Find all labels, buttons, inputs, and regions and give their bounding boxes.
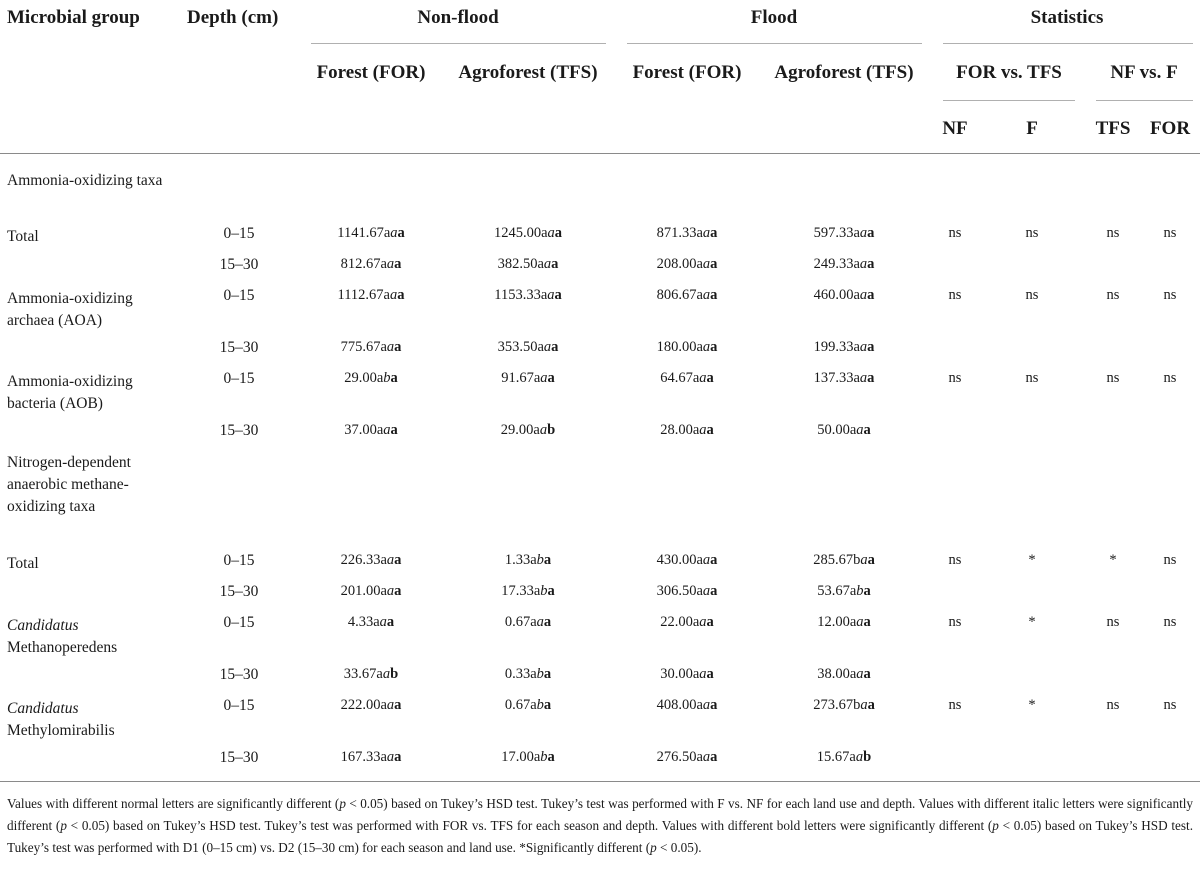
value-bold-letter: a — [547, 583, 555, 599]
value-cell — [348, 615, 394, 630]
header-non-flood: Non-flood — [417, 7, 499, 28]
value-number: 306.50a — [656, 583, 703, 599]
value-cell — [498, 340, 559, 355]
value-number: 91.67a — [501, 370, 541, 386]
value-number: 353.50a — [497, 339, 544, 355]
value-cell — [341, 340, 402, 355]
header-nonflood-agroforest: Agroforest (TFS) — [458, 62, 598, 83]
value-italic-letter: a — [386, 256, 395, 272]
section-nitrogen-dependent: Nitrogen-dependent anaerobic methane-oxidizing taxa — [7, 454, 131, 515]
stat-cell: ns — [1025, 287, 1039, 303]
value-cell — [814, 371, 875, 386]
value-cell — [341, 698, 402, 713]
value-italic-letter: a — [856, 666, 864, 682]
rule-statistics — [943, 43, 1193, 44]
stat-cell: ns — [1163, 697, 1177, 713]
value-italic-letter: a — [699, 614, 707, 630]
value-cell — [817, 423, 871, 438]
value-number: 775.67a — [340, 339, 387, 355]
value-bold-letter: a — [710, 552, 718, 568]
stat-cell: ns — [948, 287, 962, 303]
value-bold-letter: a — [394, 749, 402, 765]
value-italic-letter: a — [860, 697, 868, 713]
value-number: 812.67a — [340, 256, 387, 272]
value-bold-letter: a — [867, 370, 875, 386]
row-label — [7, 698, 167, 742]
value-italic-letter: a — [702, 287, 711, 303]
value-italic-letter: a — [543, 339, 552, 355]
value-bold-letter: a — [706, 422, 714, 438]
value-number: 226.33a — [340, 552, 387, 568]
row-label-italic: Candidatus — [7, 617, 79, 634]
stat-cell: ns — [948, 225, 962, 241]
value-bold-letter: a — [543, 614, 552, 630]
value-italic-letter: a — [536, 614, 544, 630]
value-bold-letter: a — [863, 614, 871, 630]
depth-cell: 0–15 — [223, 614, 255, 631]
value-number: 22.00a — [660, 614, 700, 630]
header-microbial-group: Microbial group — [7, 7, 140, 28]
value-italic-letter: b — [536, 552, 544, 568]
stat-cell: ns — [1025, 225, 1039, 241]
value-bold-letter: a — [551, 256, 559, 272]
stat-cell: ns — [1163, 287, 1177, 303]
value-italic-letter: a — [547, 225, 555, 241]
header-statistics: Statistics — [1030, 7, 1104, 28]
value-bold-letter: a — [394, 256, 402, 272]
value-cell — [337, 226, 405, 241]
value-bold-letter: a — [867, 697, 875, 713]
value-italic-letter: a — [855, 749, 864, 765]
value-bold-letter: a — [543, 552, 552, 568]
stat-cell: * — [1028, 552, 1036, 568]
value-bold-letter: a — [710, 697, 718, 713]
stat-cell: ns — [1163, 370, 1177, 386]
value-number: 28.00a — [660, 422, 700, 438]
footnote-text-5: < 0.05). — [656, 840, 702, 855]
value-italic-letter: a — [860, 552, 868, 568]
header-for-vs-tfs: FOR vs. TFS — [956, 62, 1062, 83]
value-bold-letter: a — [867, 287, 875, 303]
value-italic-letter: a — [379, 614, 387, 630]
value-cell — [657, 340, 718, 355]
value-number: 273.67b — [813, 697, 861, 713]
value-italic-letter: a — [856, 422, 864, 438]
footnote-text-2: < 0.05) based on Tukey’s HSD test. Tukey’s test was performed with F vs. NF for each land use and depth. Values with different italic letters were significantly different ( — [7, 796, 1193, 833]
value-bold-letter: a — [710, 256, 718, 272]
value-number: 460.00a — [813, 287, 860, 303]
value-bold-letter: a — [554, 287, 562, 303]
value-italic-letter: a — [702, 552, 711, 568]
header-stat-for: FOR — [1149, 118, 1191, 139]
row-label-italic: Candidatus — [7, 700, 79, 717]
value-number: 15.67a — [816, 749, 856, 765]
depth-cell: 0–15 — [223, 287, 255, 304]
value-cell — [814, 288, 875, 303]
value-bold-letter: a — [867, 552, 875, 568]
stat-cell: ns — [948, 370, 962, 386]
value-number: 64.67a — [660, 370, 700, 386]
row-label — [7, 288, 167, 332]
stat-cell: ns — [1106, 614, 1120, 630]
value-cell — [344, 371, 398, 386]
stat-cell: ns — [1106, 370, 1120, 386]
depth-cell: 15–30 — [219, 583, 259, 600]
value-italic-letter: a — [699, 666, 707, 682]
value-number: 37.00a — [344, 422, 384, 438]
value-cell — [657, 553, 718, 568]
value-number: 29.00a — [500, 422, 540, 438]
value-italic-letter: a — [859, 339, 868, 355]
value-number: 0.33a — [504, 666, 537, 682]
row-label — [7, 615, 167, 659]
value-italic-letter: a — [540, 370, 548, 386]
value-italic-letter: a — [859, 287, 868, 303]
value-cell — [344, 423, 398, 438]
value-number: 12.00a — [817, 614, 857, 630]
value-italic-letter: a — [390, 225, 398, 241]
value-italic-letter: a — [539, 422, 548, 438]
value-cell — [338, 288, 405, 303]
rule-flood — [627, 43, 922, 44]
value-italic-letter: a — [859, 370, 868, 386]
header-stat-tfs: TFS — [1095, 118, 1131, 139]
stat-cell: ns — [1106, 287, 1120, 303]
header-flood-forest: Forest (FOR) — [632, 62, 742, 83]
value-number: 0.67a — [504, 697, 537, 713]
value-number: 285.67b — [813, 552, 861, 568]
value-italic-letter: b — [536, 666, 544, 682]
value-cell — [505, 615, 551, 630]
depth-cell: 15–30 — [219, 749, 259, 766]
value-cell — [657, 226, 718, 241]
value-italic-letter: a — [386, 697, 395, 713]
value-number: 1.33a — [504, 552, 537, 568]
rule-nf-vs-f — [1096, 100, 1193, 101]
value-cell — [341, 584, 402, 599]
stat-cell: * — [1028, 697, 1036, 713]
value-cell — [657, 698, 718, 713]
value-bold-letter: a — [706, 614, 714, 630]
value-bold-letter: a — [863, 583, 871, 599]
stat-cell: ns — [1163, 225, 1177, 241]
header-flood-agroforest: Agroforest (TFS) — [774, 62, 914, 83]
stat-cell: * — [1028, 614, 1036, 630]
value-italic-letter: a — [543, 256, 552, 272]
value-cell — [657, 288, 718, 303]
value-cell — [660, 615, 714, 630]
value-cell — [814, 340, 875, 355]
row-label-text: Ammonia-oxidizing archaea (AOA) — [7, 290, 133, 329]
value-number: 597.33a — [813, 225, 860, 241]
row-label — [7, 371, 167, 415]
row-label-text: Methanoperedens — [7, 639, 118, 656]
stat-cell: ns — [1106, 225, 1120, 241]
value-cell — [501, 750, 555, 765]
value-number: 17.00a — [501, 749, 541, 765]
value-bold-letter: a — [710, 287, 718, 303]
value-italic-letter: b — [383, 370, 391, 386]
rule-non-flood — [311, 43, 606, 44]
value-cell — [505, 698, 551, 713]
value-number: 408.00a — [656, 697, 703, 713]
value-bold-letter: a — [706, 666, 714, 682]
value-italic-letter: a — [383, 422, 391, 438]
value-cell — [817, 584, 871, 599]
value-italic-letter: b — [540, 749, 548, 765]
value-number: 382.50a — [497, 256, 544, 272]
value-cell — [341, 750, 402, 765]
stat-cell: ns — [948, 697, 962, 713]
stat-cell: ns — [1163, 552, 1177, 568]
value-number: 17.33a — [501, 583, 541, 599]
value-cell — [660, 667, 714, 682]
value-bold-letter: a — [386, 614, 395, 630]
value-cell — [657, 584, 718, 599]
value-number: 38.00a — [817, 666, 857, 682]
value-number: 208.00a — [656, 256, 703, 272]
row-label-text: Ammonia-oxidizing bacteria (AOB) — [7, 373, 133, 412]
value-number: 1153.33a — [494, 287, 548, 303]
value-bold-letter: a — [710, 749, 718, 765]
value-bold-letter: a — [547, 749, 555, 765]
value-number: 4.33a — [347, 614, 380, 630]
value-bold-letter: a — [394, 583, 402, 599]
value-italic-letter: a — [386, 552, 395, 568]
value-bold-letter: a — [867, 256, 875, 272]
value-cell — [814, 226, 875, 241]
value-cell — [660, 423, 714, 438]
value-cell — [494, 288, 562, 303]
value-number: 430.00a — [656, 552, 703, 568]
value-number: 222.00a — [340, 697, 387, 713]
stat-cell: ns — [1106, 697, 1120, 713]
value-cell — [344, 667, 398, 682]
value-cell — [501, 423, 555, 438]
value-bold-letter: a — [867, 339, 875, 355]
row-label — [7, 553, 167, 575]
stat-cell: * — [1109, 552, 1117, 568]
depth-cell: 15–30 — [219, 256, 259, 273]
value-italic-letter: a — [702, 256, 711, 272]
value-italic-letter: a — [702, 225, 711, 241]
value-bold-letter: a — [710, 339, 718, 355]
row-label-text: Total — [7, 555, 39, 572]
value-cell — [501, 371, 555, 386]
value-bold-letter: a — [551, 339, 559, 355]
value-cell — [817, 667, 871, 682]
value-number: 201.00a — [340, 583, 387, 599]
value-italic-letter: a — [386, 339, 395, 355]
rule-table-bottom — [0, 781, 1200, 782]
stat-cell: ns — [948, 614, 962, 630]
value-cell — [813, 553, 875, 568]
stat-cell: ns — [948, 552, 962, 568]
value-cell — [505, 553, 551, 568]
value-bold-letter: b — [390, 666, 399, 682]
depth-cell: 0–15 — [223, 552, 255, 569]
value-italic-letter: a — [382, 666, 391, 682]
value-number: 199.33a — [813, 339, 860, 355]
value-bold-letter: a — [863, 422, 871, 438]
value-bold-letter: b — [547, 422, 556, 438]
value-number: 30.00a — [660, 666, 700, 682]
depth-cell: 15–30 — [219, 422, 259, 439]
depth-cell: 15–30 — [219, 666, 259, 683]
value-cell — [341, 257, 402, 272]
value-italic-letter: a — [547, 287, 555, 303]
depth-cell: 0–15 — [223, 370, 255, 387]
depth-cell: 15–30 — [219, 339, 259, 356]
value-number: 29.00a — [344, 370, 384, 386]
value-number: 1112.67a — [337, 287, 390, 303]
header-nf-vs-f: NF vs. F — [1110, 62, 1178, 83]
value-cell — [341, 553, 402, 568]
value-cell — [660, 371, 714, 386]
value-italic-letter: a — [390, 287, 398, 303]
value-bold-letter: a — [390, 370, 398, 386]
value-number: 249.33a — [813, 256, 860, 272]
value-cell — [501, 584, 555, 599]
value-number: 871.33a — [656, 225, 703, 241]
value-italic-letter: b — [540, 583, 548, 599]
value-bold-letter: a — [397, 225, 405, 241]
footnote-text-4: < 0.05) based on Tukey’s HSD test. Tukey’s test was performed with D1 (0–15 cm) vs. D2 (15–30 cm) for each season and land use. *Significantly different ( — [7, 818, 1193, 855]
value-bold-letter: a — [706, 370, 714, 386]
value-cell — [817, 750, 871, 765]
rule-for-vs-tfs — [943, 100, 1075, 101]
depth-cell: 0–15 — [223, 225, 255, 242]
stat-cell: ns — [1163, 614, 1177, 630]
value-number: 1141.67a — [337, 225, 391, 241]
value-bold-letter: a — [390, 422, 398, 438]
footnote-p-4: p — [650, 840, 657, 855]
value-cell — [817, 615, 871, 630]
value-italic-letter: b — [856, 583, 864, 599]
value-bold-letter: a — [397, 287, 405, 303]
value-number: 180.00a — [656, 339, 703, 355]
stat-cell: ns — [1025, 370, 1039, 386]
header-stat-f: F — [1026, 118, 1038, 139]
value-bold-letter: b — [863, 749, 872, 765]
value-italic-letter: a — [699, 422, 707, 438]
value-bold-letter: a — [554, 225, 563, 241]
value-cell — [814, 257, 875, 272]
header-stat-nf: NF — [942, 118, 968, 139]
value-number: 53.67a — [817, 583, 857, 599]
footnote-p-2: p — [60, 818, 67, 833]
rule-header-bottom — [0, 153, 1200, 154]
value-cell — [505, 667, 551, 682]
value-italic-letter: a — [856, 614, 864, 630]
header-nonflood-forest: Forest (FOR) — [316, 62, 426, 83]
value-italic-letter: a — [859, 256, 868, 272]
value-number: 0.67a — [504, 614, 537, 630]
row-label-text: Total — [7, 228, 39, 245]
value-italic-letter: a — [702, 339, 711, 355]
value-number: 50.00a — [817, 422, 857, 438]
value-number: 33.67a — [343, 666, 383, 682]
value-bold-letter: a — [867, 225, 875, 241]
value-bold-letter: a — [394, 339, 402, 355]
value-bold-letter: a — [394, 697, 402, 713]
header-flood: Flood — [750, 7, 798, 28]
value-italic-letter: a — [702, 749, 711, 765]
value-bold-letter: a — [543, 666, 552, 682]
value-bold-letter: a — [710, 225, 718, 241]
value-number: 1245.00a — [493, 225, 548, 241]
value-bold-letter: a — [547, 370, 555, 386]
value-italic-letter: a — [702, 583, 711, 599]
row-label — [7, 226, 167, 248]
footnote-text-3: < 0.05) based on Tukey’s HSD test. Tukey’s test was performed with FOR vs. TFS for each season and depth. Values with different bold letters were significantly different ( — [66, 818, 993, 833]
footnote-text-1: Values with different normal letters are significantly different ( — [7, 796, 340, 811]
value-italic-letter: a — [699, 370, 707, 386]
table-footnote — [7, 793, 1193, 859]
value-italic-letter: a — [386, 749, 395, 765]
value-bold-letter: a — [394, 552, 402, 568]
header-depth: Depth (cm) — [187, 7, 279, 28]
value-cell — [813, 698, 875, 713]
value-italic-letter: b — [536, 697, 544, 713]
depth-cell: 0–15 — [223, 697, 255, 714]
value-bold-letter: a — [710, 583, 718, 599]
value-bold-letter: a — [863, 666, 871, 682]
footnote-p-3: p — [992, 818, 999, 833]
row-label-text: Methylomirabilis — [7, 722, 115, 739]
value-italic-letter: a — [859, 225, 868, 241]
value-italic-letter: a — [702, 697, 711, 713]
footnote-p-1: p — [339, 796, 346, 811]
value-number: 167.33a — [340, 749, 387, 765]
value-cell — [494, 226, 562, 241]
value-number: 137.33a — [813, 370, 860, 386]
value-number: 276.50a — [656, 749, 703, 765]
value-cell — [657, 750, 718, 765]
value-cell — [498, 257, 559, 272]
value-bold-letter: a — [543, 697, 552, 713]
value-number: 806.67a — [656, 287, 703, 303]
value-cell — [657, 257, 718, 272]
value-italic-letter: a — [386, 583, 395, 599]
section-ammonia-oxidizing-taxa: Ammonia-oxidizing taxa — [7, 172, 163, 189]
